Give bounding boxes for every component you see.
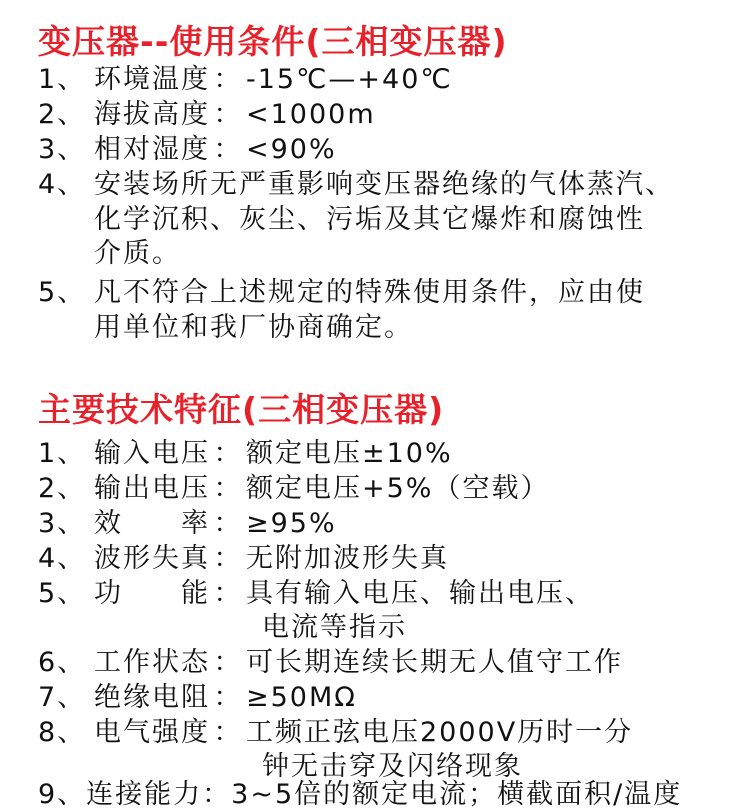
item-separator: ： xyxy=(213,438,243,469)
s2-item-1 xyxy=(38,437,453,471)
item-number: 6、 xyxy=(38,647,87,678)
item-label: 工作状态 xyxy=(94,647,210,678)
item-value: 工频正弦电压2000V历时一分 xyxy=(246,717,634,748)
item-value-continued: 钟无击穿及闪络现象 xyxy=(262,751,523,782)
item-number: 5、 xyxy=(38,277,87,308)
s1-item-2 xyxy=(38,98,376,132)
item-separator: ： xyxy=(213,64,243,95)
s2-item-6 xyxy=(38,646,623,680)
item-label: 绝缘电阻 xyxy=(94,682,210,713)
item-value: <1000m xyxy=(246,99,376,130)
item-separator: ： xyxy=(213,578,243,609)
item-separator: ： xyxy=(213,99,243,130)
item-text: 安装场所无严重影响变压器绝缘的气体蒸汽、 xyxy=(94,169,674,200)
s2-item-4 xyxy=(38,542,449,576)
item-number: 2、 xyxy=(38,473,87,504)
s2-item-7 xyxy=(38,681,357,715)
item-number: 4、 xyxy=(38,543,87,574)
item-label: 环境温度 xyxy=(94,64,210,95)
section2-title: 主要技术特征(三相变压器) xyxy=(38,390,445,429)
s1-item-4 xyxy=(38,168,674,202)
item-value: <90% xyxy=(246,134,337,165)
cut-off-line: 9、连接能力：3~5倍的额定电流；横截面积/温度 xyxy=(38,779,683,810)
item-text-continued: 介质。 xyxy=(94,238,181,269)
item-separator: ： xyxy=(213,473,243,504)
item-separator: ： xyxy=(213,134,243,165)
s2-item-2 xyxy=(38,472,549,506)
item-separator: ： xyxy=(213,508,243,539)
item-number: 1、 xyxy=(38,64,87,95)
item-separator: ： xyxy=(213,543,243,574)
s1-item-1 xyxy=(38,63,453,97)
item-label: 海拔高度 xyxy=(94,99,210,130)
item-label: 电气强度 xyxy=(94,717,210,748)
item-value: ≥95% xyxy=(246,508,337,539)
item-separator: ： xyxy=(213,682,243,713)
item-label: 波形失真 xyxy=(94,543,210,574)
item-number: 2、 xyxy=(38,99,87,130)
item-value: 额定电压±10% xyxy=(246,438,453,469)
item-separator: ： xyxy=(213,647,243,678)
s2-item-3 xyxy=(38,507,337,541)
item-number: 3、 xyxy=(38,134,87,165)
item-label: 输入电压 xyxy=(94,438,210,469)
item-number: 3、 xyxy=(38,508,87,539)
s2-item-5 xyxy=(38,577,594,611)
item-text-continued: 用单位和我厂协商确定。 xyxy=(94,312,413,343)
item-value: 可长期连续长期无人值守工作 xyxy=(246,647,623,678)
item-number: 5、 xyxy=(38,578,87,609)
item-value: 具有输入电压、输出电压、 xyxy=(246,578,594,609)
item-text: 凡不符合上述规定的特殊使用条件，应由使 xyxy=(94,277,645,308)
item-number: 7、 xyxy=(38,682,87,713)
item-label: 效 率 xyxy=(94,508,210,539)
item-value: 无附加波形失真 xyxy=(246,543,449,574)
item-separator: ： xyxy=(213,717,243,748)
item-number: 4、 xyxy=(38,169,87,200)
item-text-continued: 化学沉积、灰尘、污垢及其它爆炸和腐蚀性 xyxy=(94,204,645,235)
section1-title: 变压器--使用条件(三相变压器) xyxy=(38,22,508,61)
s1-item-3 xyxy=(38,133,337,167)
item-value: ≥50MΩ xyxy=(246,682,357,713)
item-value: 额定电压+5%（空载） xyxy=(246,473,550,504)
item-label: 功 能 xyxy=(94,578,210,609)
item-value: -15℃—+40℃ xyxy=(246,64,453,95)
item-label: 相对湿度 xyxy=(94,134,210,165)
item-number: 1、 xyxy=(38,438,87,469)
s1-item-5 xyxy=(38,276,645,310)
s2-item-8 xyxy=(38,716,633,750)
item-number: 8、 xyxy=(38,717,87,748)
item-value-continued: 电流等指示 xyxy=(262,612,407,643)
item-label: 输出电压 xyxy=(94,473,210,504)
